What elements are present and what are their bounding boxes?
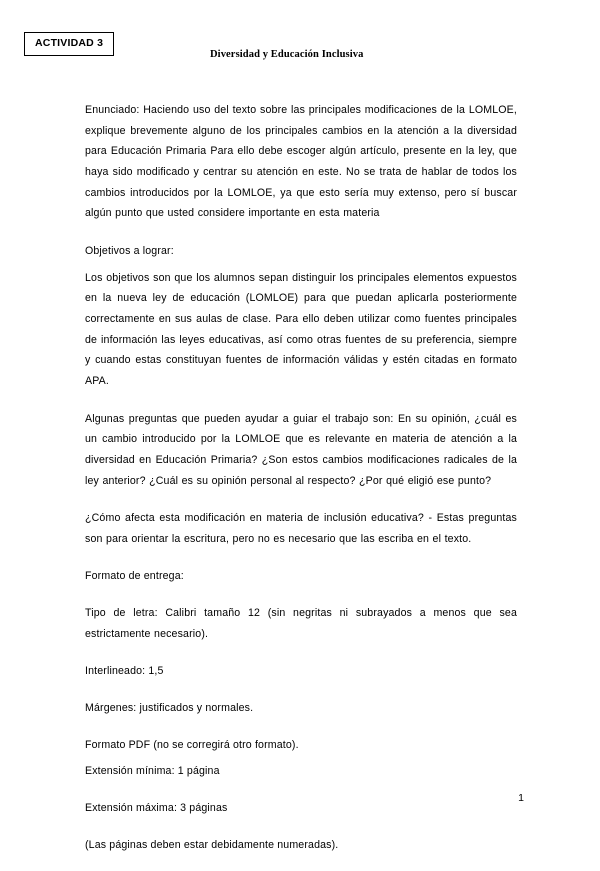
- paragraph-guiding-questions: Algunas preguntas que pueden ayudar a guiar el trabajo son: En su opinión, ¿cuál es un cambio introducido por la LOMLOE que es relevante en materia de atención a la diversidad en Educación Primaria? ¿Son estos cambios modificaciones radicales de la ley anterior? ¿Cuál es su opinión personal al respecto? ¿Por qué eligió ese punto?: [85, 412, 517, 487]
- paragraph-line-spacing: Interlineado: 1,5: [85, 665, 164, 678]
- paragraph-pdf-format: Formato PDF (no se corregirá otro formato).: [85, 738, 299, 751]
- heading-format: Formato de entrega:: [85, 570, 184, 583]
- paragraph-min-length: Extensión mínima: 1 página: [85, 765, 220, 778]
- paragraph-guidance: ¿Cómo afecta esta modificación en materia de inclusión educativa? - Estas preguntas son para orientar la escritura, pero no es necesario que las escriba en el texto.: [85, 512, 517, 545]
- paragraph-objectives: Los objetivos son que los alumnos sepan distinguir los principales elementos expuestos en la nueva ley de educación (LOMLOE) para que puedan aplicarla posteriormente correctamente en sus aulas de clase. Para ello deben utilizar como fuentes principales de información las leyes educativas, así como otras fuentes de su preferencia, siempre y cuando estas constituyan fuentes de información válidas y estén citadas en formato APA.: [85, 271, 517, 387]
- document-body: [85, 100, 517, 871]
- paragraph-font-spec: Tipo de letra: Calibri tamaño 12 (sin negritas ni subrayados a menos que sea estrictamente necesario).: [85, 607, 517, 640]
- paragraph-max-length: Extensión máxima: 3 páginas: [85, 802, 228, 815]
- paragraph-numbering-note: (Las páginas deben estar debidamente numeradas).: [85, 838, 339, 851]
- document-title: Diversidad y Educación Inclusiva: [210, 49, 364, 60]
- heading-objectives: Objetivos a lograr:: [85, 244, 174, 257]
- document-header: [0, 32, 600, 58]
- paragraph-margins: Márgenes: justificados y normales.: [85, 702, 254, 715]
- page-number: 1: [518, 792, 524, 804]
- paragraph-statement: Enunciado: Haciendo uso del texto sobre las principales modificaciones de la LOMLOE, explique brevemente alguno de los principales cambios en la atención a la diversidad para Educación Primaria Para ello debe escoger algún artículo, presente en la ley, que haya sido modificado y centrar su atención en este. No se trata de hablar de todos los cambios introducidos por la LOMLOE, ya que esto sería muy extenso, pero sí buscar algún punto que usted considere importante en esta materia: [85, 104, 517, 220]
- activity-badge: ACTIVIDAD 3: [24, 32, 114, 56]
